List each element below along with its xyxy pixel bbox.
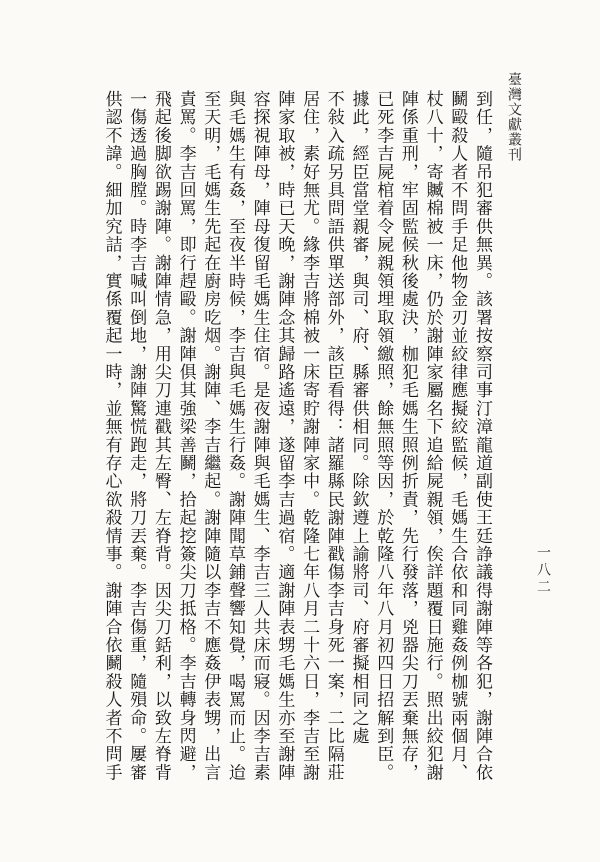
body-text bbox=[99, 90, 494, 810]
running-header: 臺灣文獻叢刊 bbox=[506, 72, 522, 162]
text-column: 飛起後脚欲踢謝陣。謝陣情急，用尖刀連戳其左臀、左脊背。因尖刀銛利，以致左脊背 bbox=[150, 90, 171, 782]
text-column: 不敍入疏另具問語供單送部外，該臣看得：諸羅縣民謝陣戳傷李吉身死一案，二比隔莊 bbox=[323, 90, 344, 782]
text-column: 供認不諱。細加究詰，實係覆起一時，並無有存心欲殺情事。謝陣合依鬭殺人者不問手 bbox=[101, 90, 122, 782]
text-column: 到任，隨吊犯審供無異。該署按察司事汀漳龍道副使王廷諍議得謝陣等各犯，謝陣合依 bbox=[472, 90, 492, 782]
text-column: 陣係重刑，牢固監候秋後處決，枷犯毛媽生照例折責，先行發落，兇器尖刀丟棄無存， bbox=[397, 90, 418, 782]
text-column: 已死李吉屍棺着令屍親領埋取領繳照，餘無照等因，於乾隆八年八月初四日招解到臣。 bbox=[373, 90, 394, 782]
text-column: 據此，經臣當堂親審，與司、府、縣審供相同。除欽遵上諭將司、府審擬相同之處 bbox=[348, 90, 369, 746]
text-column: 至天明，毛媽生先起在廚房吃烟。謝陣、李吉繼起。謝陣隨以李吉不應姦伊表甥，出言 bbox=[200, 90, 221, 782]
text-column: 一傷透過胸膛。時李吉喊叫倒地，謝陣驚慌跑走，將刀丟棄。李吉傷重，隨殞命。屢審 bbox=[126, 90, 147, 782]
text-column: 陣家取被，時已天晚，謝陣念其歸路遙遠，遂留李吉過宿。適謝陣表甥毛媽生亦至謝陣 bbox=[274, 90, 295, 782]
text-column: 杖八十，寄贓棉被一床，仍於謝陣家屬名下追給屍親領，俟詳題覆日施行。照出絞犯謝 bbox=[422, 90, 443, 782]
text-column: 居住，素好無尤。緣李吉將棉被一床寄貯謝陣家中。乾隆七年八月二十六日，李吉至謝 bbox=[299, 90, 320, 782]
text-column: 與毛媽生有姦，至夜半時候，李吉與毛媽生行姦。謝陣聞草鋪聲響知覺，喝罵而止。迨 bbox=[224, 90, 245, 782]
page-number: 一八二 bbox=[535, 545, 551, 596]
text-column: 容探視陣母，陣母復留毛媽生住宿。是夜謝陣與毛媽生、李吉三人共床而寢。因李吉素 bbox=[249, 90, 270, 782]
text-column: 責罵。李吉回罵，即行趕毆。謝陣俱其強梁善鬭，拾起挖簽尖刀抵格。李吉轉身閃避， bbox=[175, 90, 196, 782]
text-column: 鬭毆殺人者不問手足他物金刃並絞律應擬絞監候，毛媽生合依和同雞姦例枷號兩個月、 bbox=[447, 90, 468, 782]
